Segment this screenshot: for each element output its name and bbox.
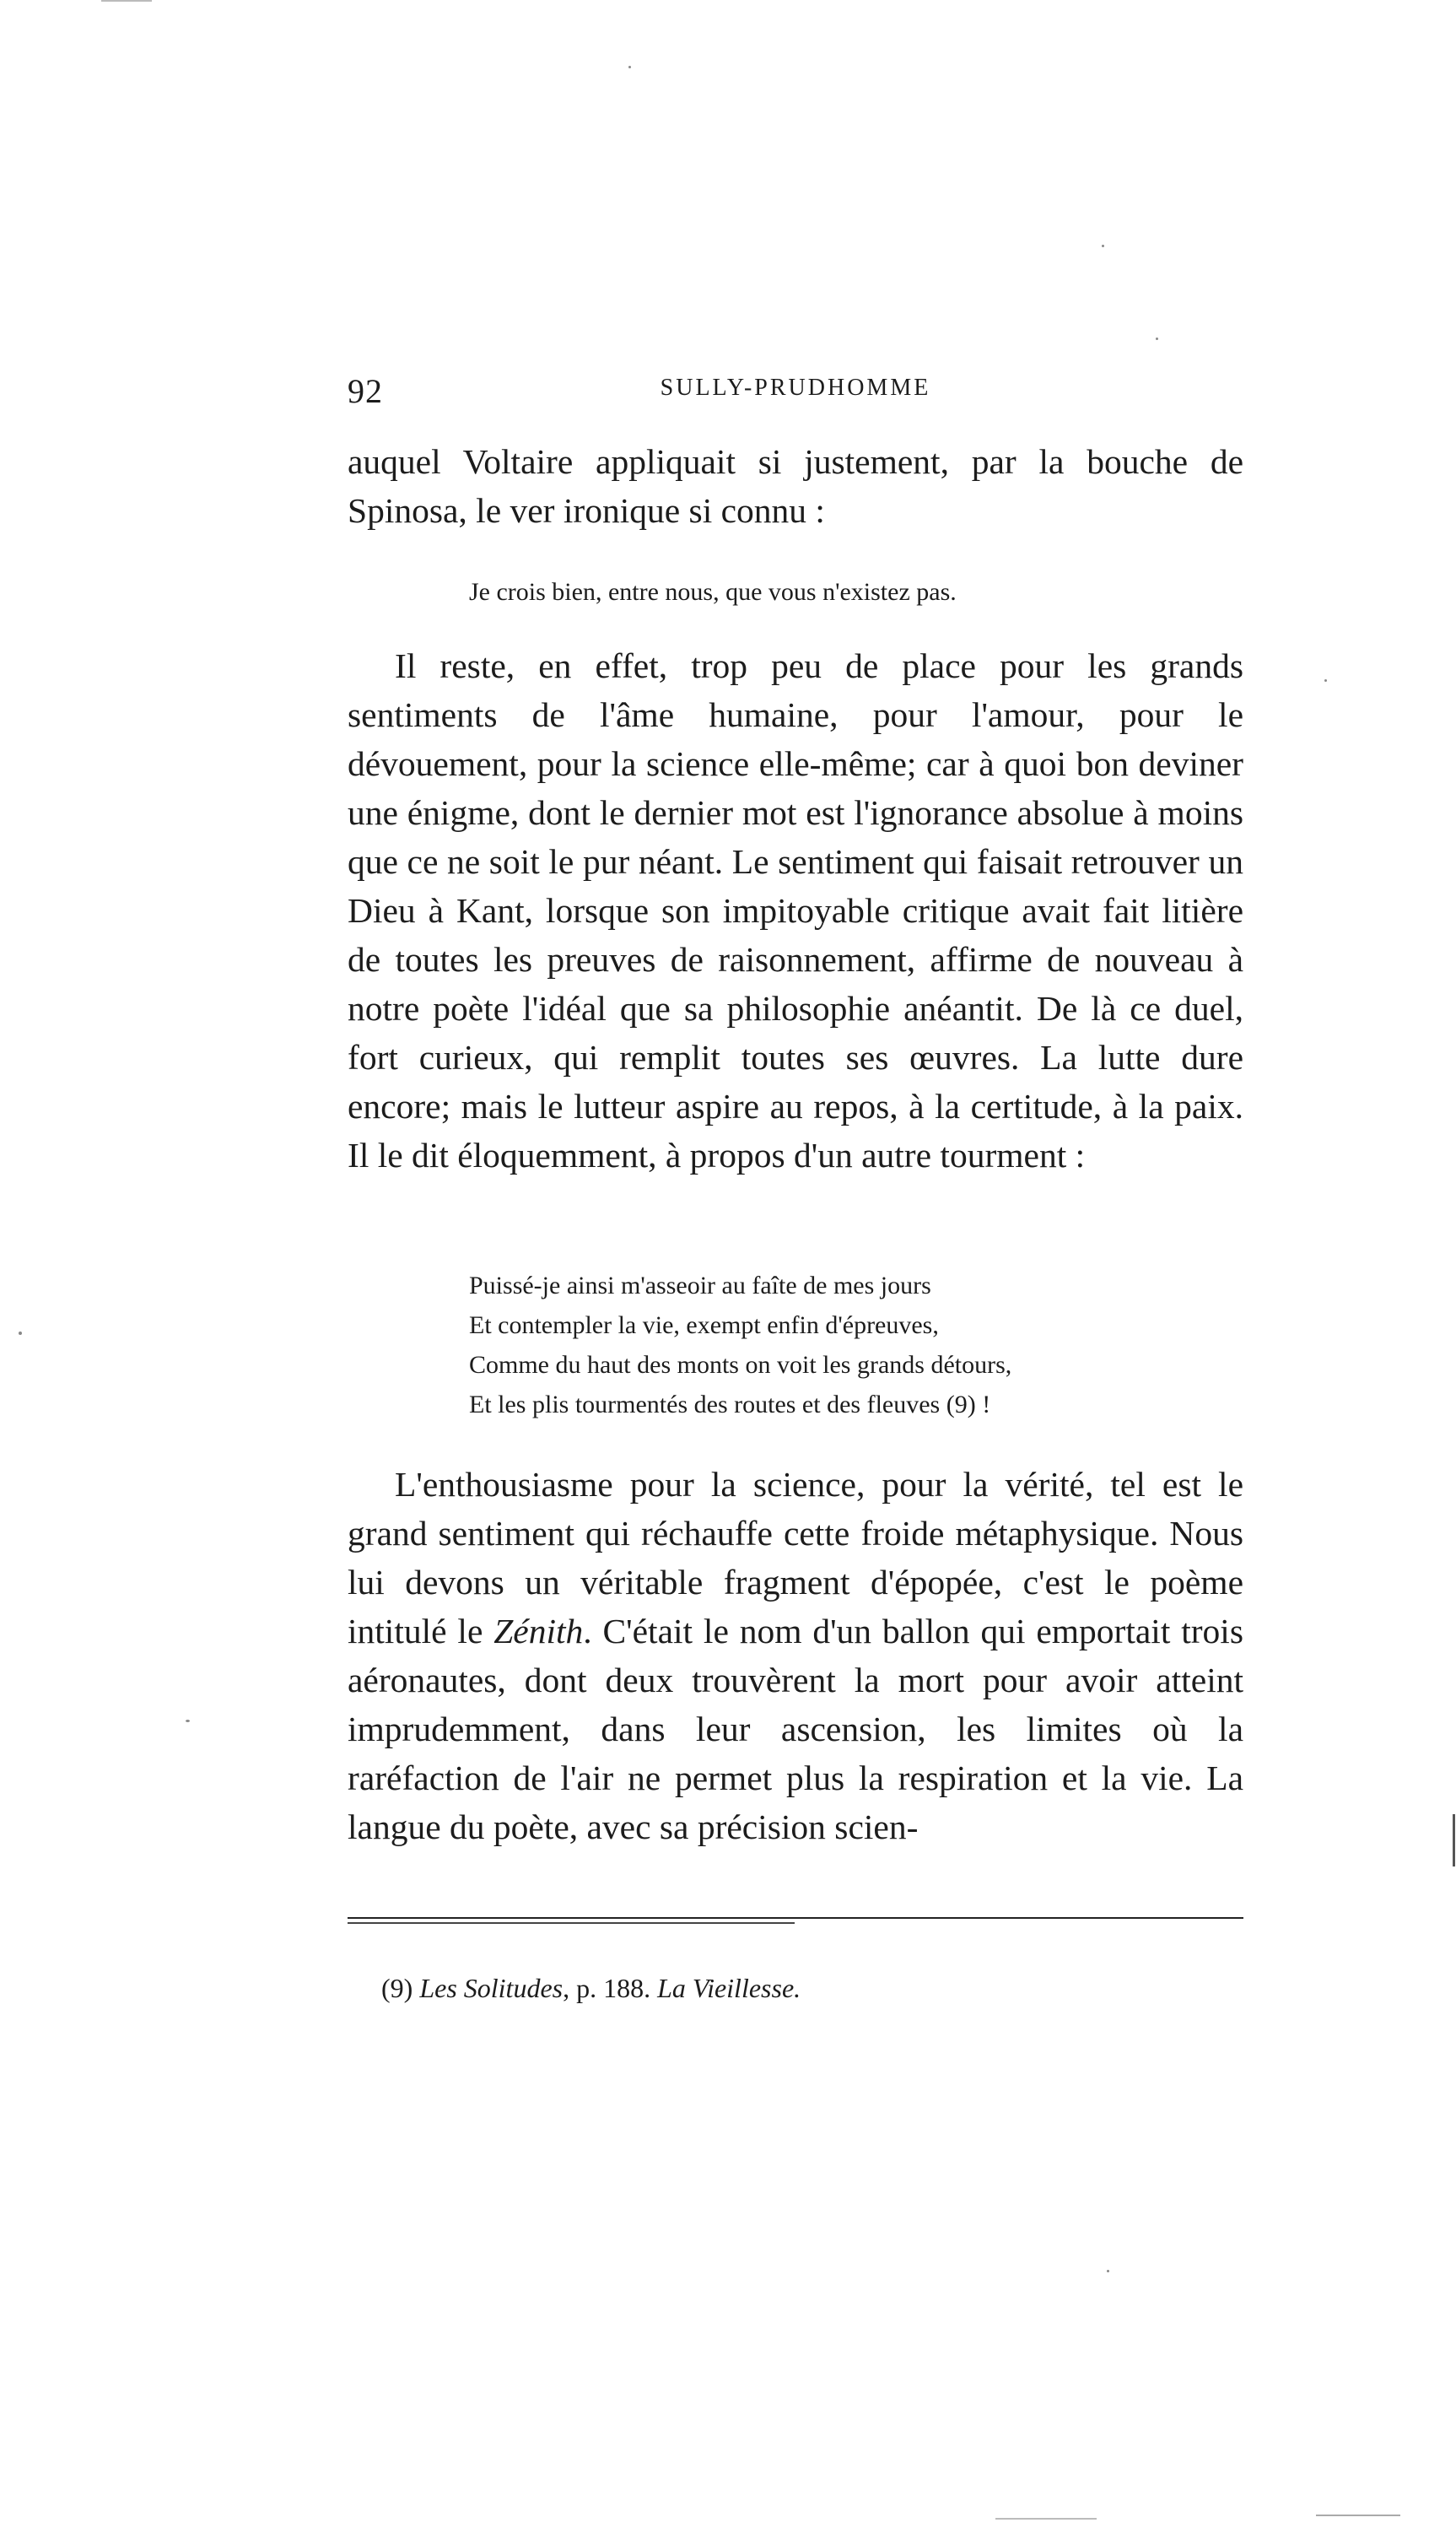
paragraph-3-block bbox=[348, 1460, 1243, 1851]
verse-line-1: Puissé-je ainsi m'asseoir au faîte de mes jours bbox=[469, 1272, 931, 1299]
scan-speck bbox=[19, 1332, 22, 1335]
intro-paragraph-block bbox=[348, 437, 1243, 535]
paragraph-3 bbox=[348, 1460, 1243, 1851]
margin-mark bbox=[1453, 1814, 1455, 1866]
footnote-work: Les Solitudes bbox=[419, 1973, 564, 2003]
scan-speck bbox=[186, 1720, 190, 1722]
scan-speck bbox=[1102, 245, 1104, 247]
margin-mark bbox=[995, 2518, 1097, 2520]
scan-speck bbox=[628, 66, 631, 68]
footnote-poem: La Vieillesse. bbox=[657, 1973, 801, 2003]
margin-mark bbox=[101, 0, 152, 2]
footnote bbox=[381, 1973, 801, 2004]
poem-title-zenith: Zénith bbox=[493, 1612, 584, 1650]
footnote-page-ref: , p. 188. bbox=[563, 1973, 658, 2003]
paragraph-3-text-a: L'enthousiasme pour la science, pour la vérité, tel est le grand sentiment qui réchauffe cette froide métaphysique. Nous lui devons un véritable fragment d'épopée, c'est le poème intitulé le bbox=[348, 1465, 1243, 1650]
paragraph-3-text-b: . C'était le nom d'un ballon qui emportait trois aéronautes, dont deux trouvèrent la mort pour avoir atteint imprudemment, dans leur ascension, les limites où la raréfaction de l'air ne permet plus la respiration et la vie. La langue du poète, avec sa précision scien- bbox=[348, 1612, 1243, 1846]
footnote-rule-secondary bbox=[348, 1922, 795, 1924]
scan-speck bbox=[1324, 679, 1327, 682]
scan-speck bbox=[1156, 338, 1158, 340]
quoted-verse-line: Je crois bien, entre nous, que vous n'existez pas. bbox=[469, 578, 957, 606]
paragraph-2: Il reste, en effet, trop peu de place pour les grands sentiments de l'âme humaine, pour l'amour, pour le dévouement, pour la science elle-même; car à quoi bon deviner une énigme, dont le dernier mot est l'ignorance absolue à moins que ce ne soit le pur néant. Le sentiment qui faisait retrouver un Dieu à Kant, lorsque son impitoyable critique avait fait litière de toutes les preuves de raisonnement, affirme de nouveau à notre poète l'idéal que sa philosophie anéantit. De là ce duel, fort curieux, qui remplit toutes ses œuvres. La lutte dure encore; mais le lutteur aspire au repos, à la certitude, à la paix. Il le dit éloquemment, à propos d'un autre tourment : bbox=[348, 646, 1243, 1175]
verse-line-2: Et contempler la vie, exempt enfin d'épreuves, bbox=[469, 1311, 939, 1339]
margin-mark bbox=[1316, 2515, 1400, 2516]
running-title: SULLY-PRUDHOMME bbox=[660, 375, 931, 401]
intro-paragraph: auquel Voltaire appliquait si justement, par la bouche de Spinosa, le ver ironique si connu : bbox=[348, 442, 1243, 530]
quoted-verse bbox=[469, 572, 957, 612]
verse-line-4: Et les plis tourmentés des routes et des fleuves (9) ! bbox=[469, 1391, 991, 1418]
verse-line-3: Comme du haut des monts on voit les grands détours, bbox=[469, 1351, 1012, 1379]
stanza bbox=[469, 1266, 1011, 1424]
footnote-marker: (9) bbox=[381, 1973, 413, 2003]
running-head bbox=[348, 371, 1243, 413]
paragraph-2-block bbox=[348, 641, 1243, 1180]
footnote-rule bbox=[348, 1917, 1243, 1919]
scan-speck bbox=[1107, 2270, 1109, 2272]
page-number: 92 bbox=[348, 372, 383, 410]
